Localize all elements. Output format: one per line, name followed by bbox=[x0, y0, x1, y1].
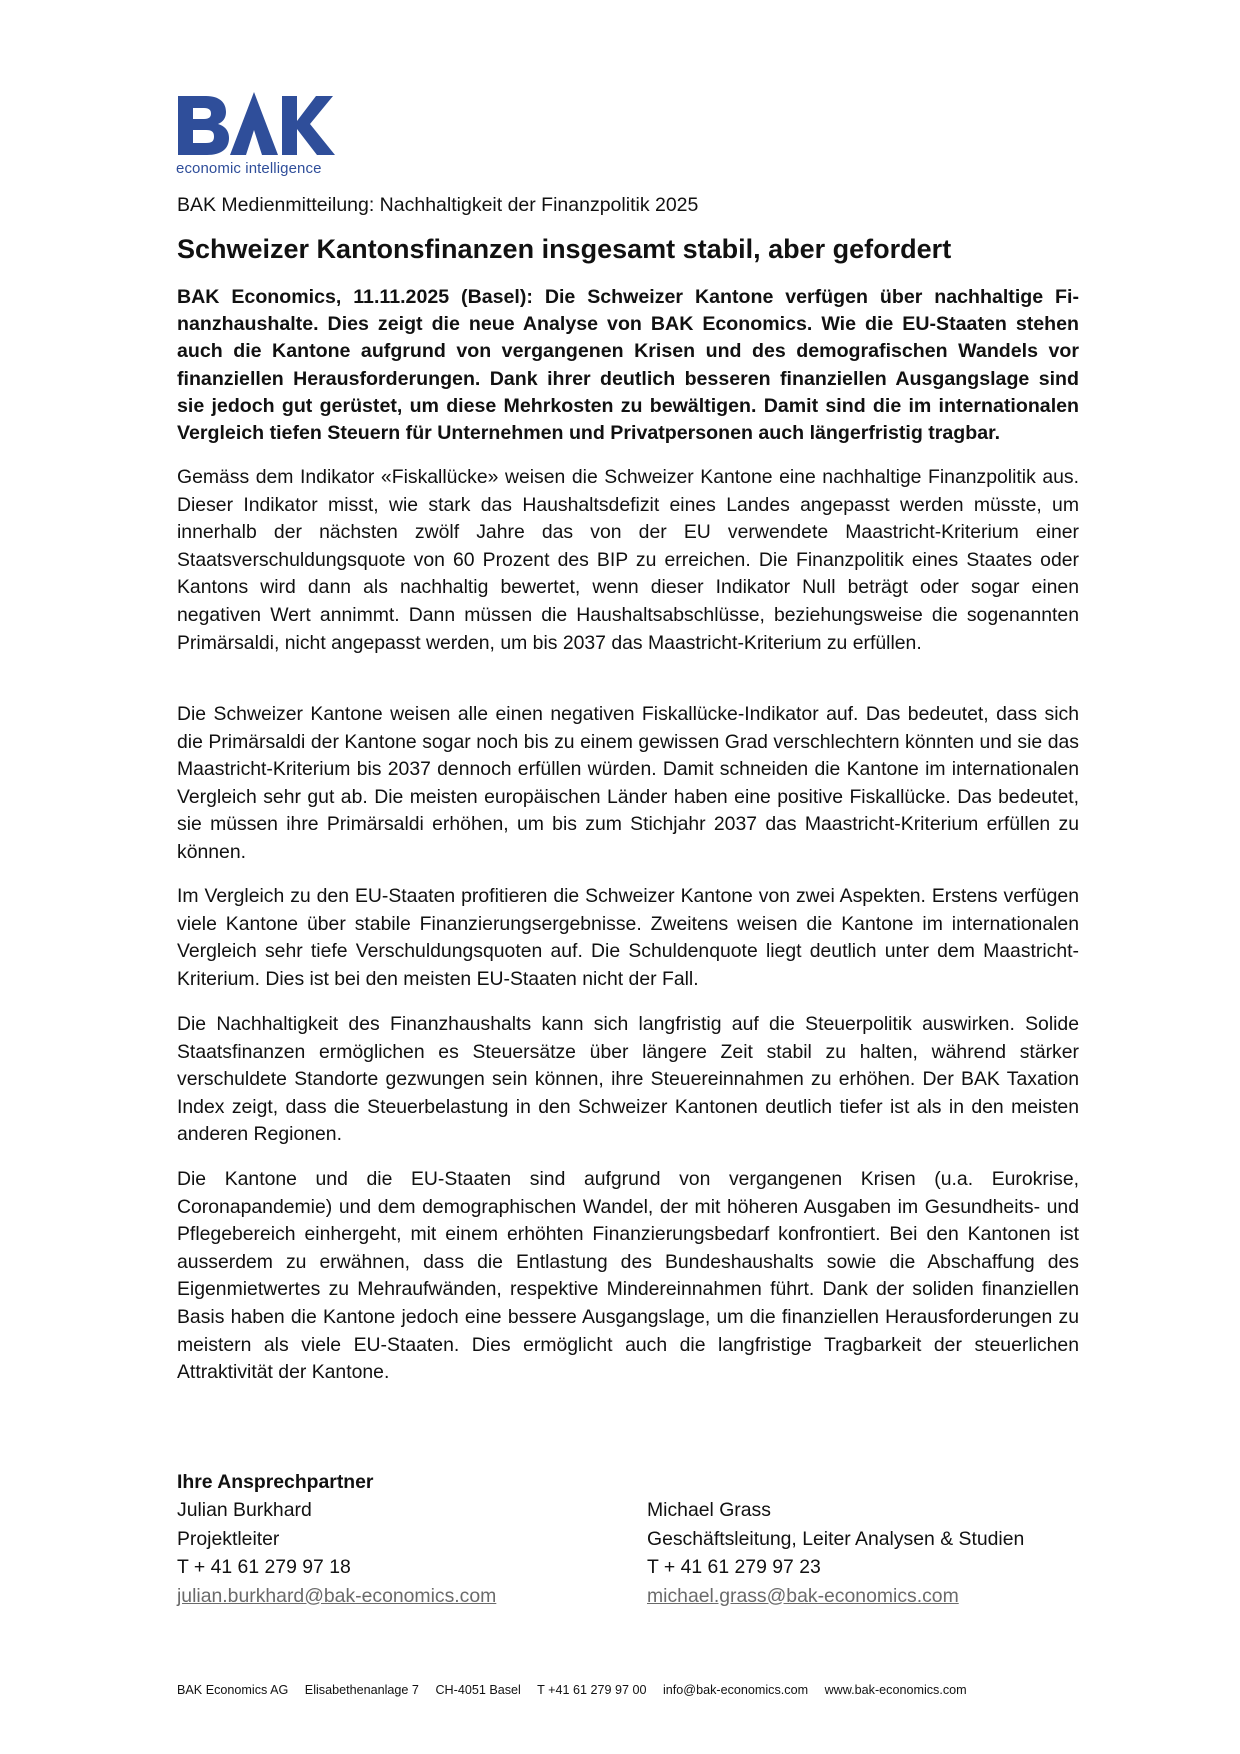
contact-card bbox=[177, 1468, 496, 1610]
lead-paragraph: BAK Economics, 11.11.2025 (Basel): Die Schweizer Kantone verfügen über nachhaltige Finanzhaushalte. Dies zeigt die neue Analyse von BAK Economics. Wie die EU-Staaten stehen auch die Kantone aufgrund von vergangenen Krisen und des demografischen Wandels vor finanziellen Herausforderungen. Dank ihrer deutlich besseren finanziellen Ausgangslage sind sie jedoch gut gerüstet, um diese Mehrkosten zu bewältigen. Damit sind die im internationalen Vergleich tiefen Steuern für Unternehmen und Privatpersonen auch längerfristig tragbar. bbox=[177, 286, 1079, 445]
page-footer bbox=[177, 1683, 980, 1697]
logo-letter-b bbox=[178, 96, 229, 155]
logo-letter-k bbox=[282, 96, 335, 155]
contact-role: Projektleiter bbox=[177, 1527, 280, 1550]
footer-company: BAK Economics AG bbox=[177, 1683, 289, 1697]
footer-phone: T +41 61 279 97 00 bbox=[537, 1683, 647, 1697]
contact-role: Geschäftsleitung, Leiter Analysen & Studien bbox=[647, 1527, 1025, 1550]
body-paragraph: Die Kantone und die EU-Staaten sind aufgrund von vergangenen Krisen (u.a. Eurokrise, Coronapandemie) und dem demographischen Wandel, der mit höheren Ausgaben im Gesundheits- und Pflegebereich einhergeht, mit einem erhöhten Finanzierungsbedarf konfrontiert. Bei den Kantonen ist ausserdem zu erwähnen, dass die Entlastung des Bundeshaushalts sowie die Abschaffung des Eigenmietwertes zu Mehraufwänden, respektive Mindereinnahmen führt. Dank der soliden finanziellen Basis haben die Kantone jedoch eine bessere Ausgangslage, um die finanziellen Herausforderungen zu meistern als viele EU-Staaten. Dies ermöglicht auch die langfristige Tragbarkeit der steuerlichen Attraktivität der Kantone. bbox=[177, 1168, 1079, 1384]
footer-street: Elisabethenanlage 7 bbox=[304, 1683, 419, 1697]
body-paragraph: Die Nachhaltigkeit des Finanzhaushalts kann sich langfristig auf die Steuerpolitik auswirken. Solide Staatsfinanzen ermöglichen es Steuersätze über längere Zeit stabil zu halten, während stärker verschuldete Standorte gezwungen sein können, ihre Steuereinnahmen zu erhöhen. Der BAK Taxation Index zeigt, dass die Steuerbelastung in den Schweizer Kantonen deutlich tiefer ist als in den meisten anderen Regionen. bbox=[177, 1013, 1079, 1146]
footer-email[interactable]: info@bak-economics.com bbox=[662, 1683, 809, 1697]
bak-logo bbox=[176, 92, 376, 177]
bak-logo-mark bbox=[176, 92, 336, 158]
contact-phone: T + 41 61 279 97 23 bbox=[647, 1556, 821, 1579]
logo-letter-a bbox=[230, 92, 278, 155]
contacts-heading: Ihre Ansprechpartner bbox=[177, 1471, 374, 1493]
logo-tagline: economic intelligence bbox=[176, 160, 322, 177]
footer-city: CH-4051 Basel bbox=[435, 1683, 521, 1697]
footer-website[interactable]: www.bak-economics.com bbox=[824, 1683, 967, 1697]
contact-name: Michael Grass bbox=[647, 1499, 771, 1522]
contact-email-link[interactable]: julian.burkhard@bak-economics.com bbox=[177, 1584, 497, 1607]
contact-email-link[interactable]: michael.grass@bak-economics.com bbox=[647, 1584, 959, 1607]
press-release-kicker: BAK Medienmitteilung: Nachhaltigkeit der Finanzpolitik 2025 bbox=[177, 194, 699, 216]
body-paragraph: Im Vergleich zu den EU-Staaten profitieren die Schweizer Kantone von zwei Aspekten. Erstens verfügen viele Kantone über stabile Finanzierungsergebnisse. Zweitens weisen die Kantone im internationalen Vergleich sehr tiefe Verschuldungsquoten auf. Die Schuldenquote liegt deutlich unter dem Maastricht-Kriterium. Dies ist bei den meisten EU-Staaten nicht der Fall. bbox=[177, 885, 1079, 990]
body-paragraph: Gemäss dem Indikator «Fiskallücke» weisen die Schweizer Kantone eine nachhaltige Finanzpolitik aus. Dieser Indikator misst, wie stark das Haushaltsdefizit eines Landes angepasst werden müsste, um innerhalb der nächsten zwölf Jahre das von der EU verwendete Maastricht-Kriterium einer Staatsverschuldungsquote von 60 Prozent des BIP zu erreichen. Die Finanzpolitik eines Staates oder Kantons wird dann als nachhaltig bewertet, wenn dieser Indikator Null beträgt oder sogar einen negativen Wert annimmt. Dann müssen die Haushaltsabschlüsse, beziehungsweise die sogenannten Primärsaldi, nicht angepasst werden, um bis 2037 das Maastricht-Kriterium zu erfüllen. bbox=[177, 466, 1079, 654]
body-paragraph: Die Schweizer Kantone weisen alle einen negativen Fiskallücke-Indikator auf. Das bedeutet, dass sich die Primärsaldi der Kantone sogar noch bis zu einem gewissen Grad verschlechtern könnten und sie das Maastricht-Kriterium bis 2037 dennoch erfüllen würden. Damit schneiden die Kantone im internationalen Vergleich sehr gut ab. Die meisten europäischen Länder haben eine positive Fiskallücke. Das bedeutet, sie müssen ihre Primärsaldi erhöhen, um bis zum Stichjahr 2037 das Maastricht-Kriterium erfüllen zu können. bbox=[177, 703, 1079, 863]
contact-name: Julian Burkhard bbox=[177, 1499, 312, 1522]
contact-phone: T + 41 61 279 97 18 bbox=[177, 1556, 351, 1579]
contact-card bbox=[647, 1496, 1024, 1610]
page-title: Schweizer Kantonsfinanzen insgesamt stabil, aber gefordert bbox=[177, 234, 952, 264]
